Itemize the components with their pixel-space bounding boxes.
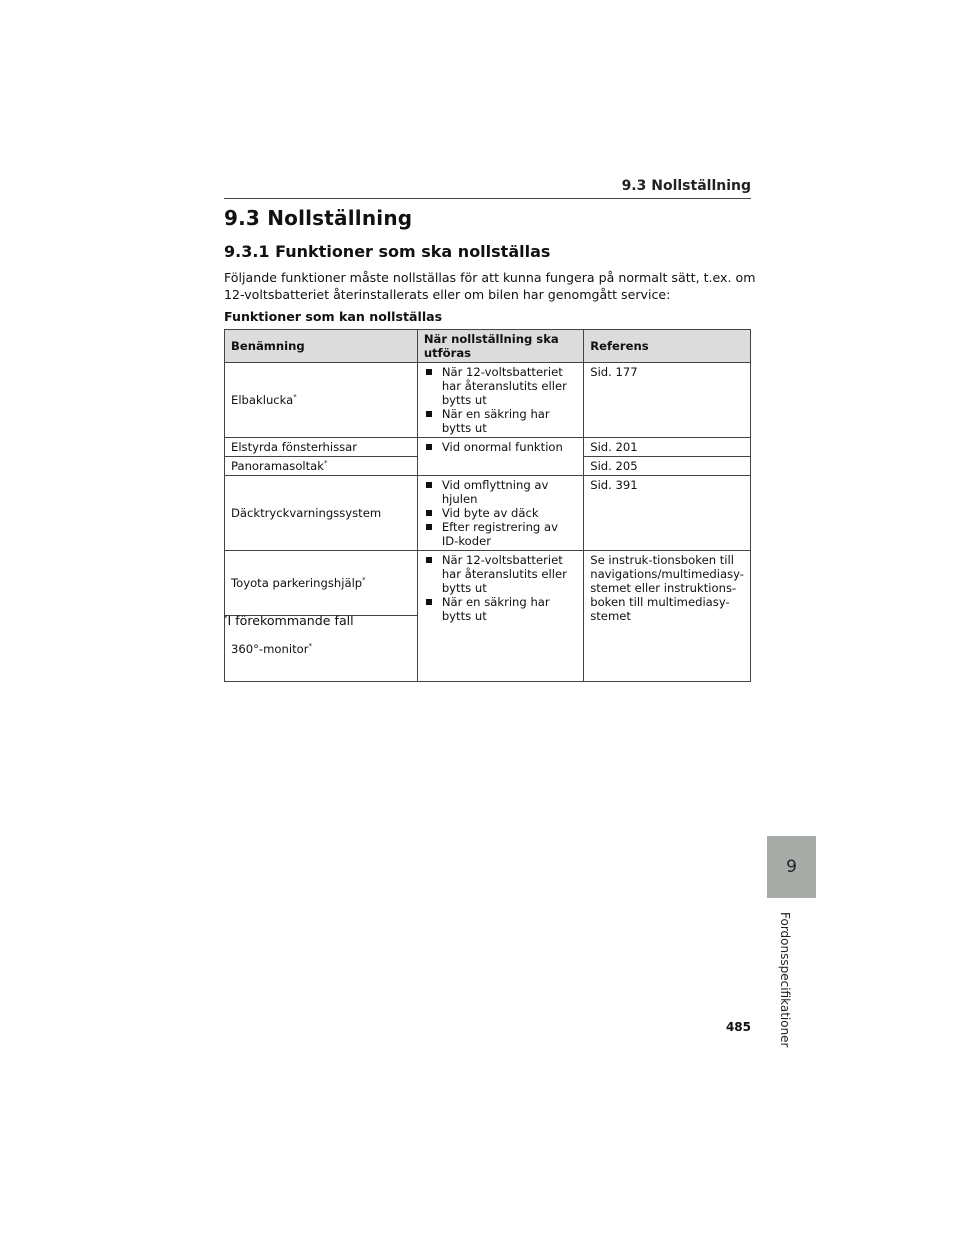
header-name: Benämning <box>225 330 418 363</box>
bullet-item: När 12-voltsbatteriet har återanslutits eller bytts ut <box>424 365 577 407</box>
footnote-text: I förekommande fall <box>227 613 354 628</box>
table-row <box>225 551 751 616</box>
chapter-tab <box>767 836 816 898</box>
reset-functions-table <box>224 329 751 682</box>
table-row <box>225 363 751 438</box>
footnote-marker: * <box>362 576 366 585</box>
row-reference-cell: Se instruk-tionsboken till navigations/multimediasy-stemet eller instruktions-boken till multimediasy-stemet <box>584 551 751 682</box>
row-name-cell <box>225 476 418 551</box>
row-when-cell <box>417 438 583 476</box>
row-when-cell <box>417 551 583 682</box>
row-name-cell <box>225 457 418 476</box>
chapter-number: 9 <box>786 857 797 877</box>
bullet-item: Vid byte av däck <box>424 506 577 520</box>
chapter-side-label: Fordonsspecifikationer <box>778 912 792 1048</box>
subsection-title: 9.3.1 Funktioner som ska nollställas <box>224 242 551 261</box>
footnote-marker: * <box>293 393 297 402</box>
row-reference-cell: Sid. 201 <box>584 438 751 457</box>
footnote-marker: * <box>308 641 312 650</box>
header-when: När nollställning ska utföras <box>417 330 583 363</box>
bullet-item: Efter registrering av ID-koder <box>424 520 577 548</box>
function-name: Panoramasoltak <box>231 459 325 473</box>
intro-line-1: Följande funktioner måste nollställas för att kunna fungera på normalt sätt, t.ex. om <box>224 270 756 285</box>
function-name: Däcktryckvarningssystem <box>231 506 382 520</box>
table-row <box>225 438 751 457</box>
table-row <box>225 476 751 551</box>
section-title: 9.3 Nollställning <box>224 206 413 230</box>
function-name: Elbaklucka <box>231 393 294 407</box>
row-name-cell <box>225 438 418 457</box>
page-number: 485 <box>725 1020 751 1034</box>
table-title: Funktioner som kan nollställas <box>224 309 443 324</box>
function-name: Elstyrda fönsterhissar <box>231 440 358 454</box>
footnote-marker: * <box>324 459 328 468</box>
table-header-row <box>225 330 751 363</box>
header-reference: Referens <box>584 330 751 363</box>
footnote-asterisk: * <box>224 613 228 622</box>
function-name: Toyota parkeringshjälp <box>231 576 363 590</box>
function-name: 360°-monitor <box>231 641 309 656</box>
row-reference-cell: Sid. 205 <box>584 457 751 476</box>
intro-line-2: 12-voltsbatteriet återinstallerats eller om bilen har genomgått service: <box>224 287 671 302</box>
row-name-cell <box>225 363 418 438</box>
row-reference-cell: Sid. 177 <box>584 363 751 438</box>
row-when-cell <box>417 476 583 551</box>
bullet-item: Vid onormal funktion <box>424 440 577 454</box>
intro-paragraph <box>224 269 764 303</box>
bullet-item: Vid omflyttning av hjulen <box>424 478 577 506</box>
row-when-cell <box>417 363 583 438</box>
running-header: 9.3 Nollställning <box>224 178 751 199</box>
row-name-cell <box>225 551 418 616</box>
bullet-item: När en säkring har bytts ut <box>424 407 577 435</box>
bullet-item: När 12-voltsbatteriet har återanslutits eller bytts ut <box>424 553 577 595</box>
footnote <box>224 613 354 628</box>
bullet-item: När en säkring har bytts ut <box>424 595 577 623</box>
row-reference-cell: Sid. 391 <box>584 476 751 551</box>
